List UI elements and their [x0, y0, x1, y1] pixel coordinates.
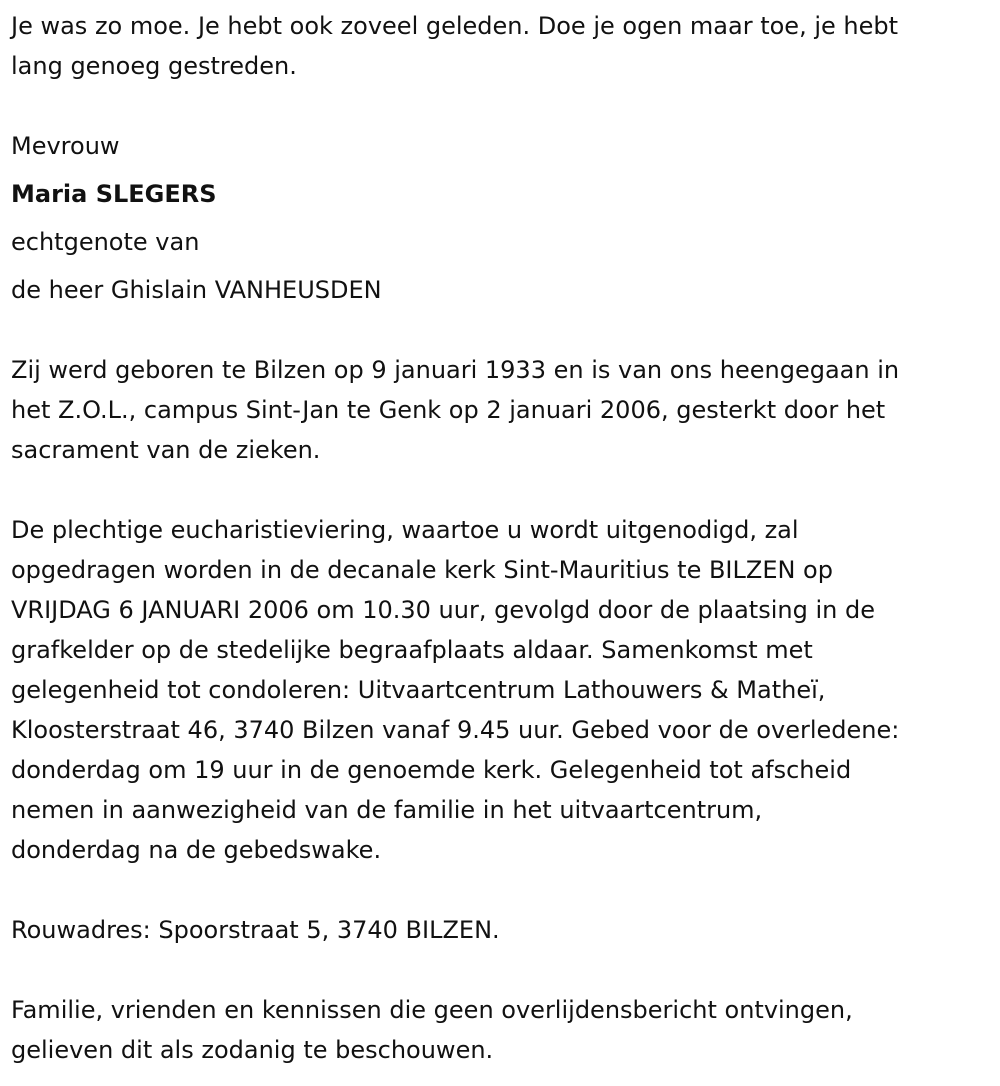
birth-death-paragraph	[11, 350, 996, 470]
paragraph-line: nemen in aanwezigheid van de familie in het uitvaartcentrum,	[11, 796, 763, 824]
deceased-name: Maria SLEGERS	[11, 180, 217, 208]
paragraph-line: Kloosterstraat 46, 3740 Bilzen vanaf 9.45 uur. Gebed voor de overledene:	[11, 716, 900, 744]
paragraph-line: Familie, vrienden en kennissen die geen overlijdensbericht ontvingen,	[11, 996, 853, 1024]
paragraph-line: donderdag na de gebedswake.	[11, 836, 382, 864]
mourning-address: Rouwadres: Spoorstraat 5, 3740 BILZEN.	[11, 916, 500, 944]
paragraph-line: sacrament van de zieken.	[11, 436, 321, 464]
funeral-service-paragraph	[11, 510, 996, 870]
paragraph-line: gelieven dit als zodanig te beschouwen.	[11, 1036, 494, 1064]
salutation: Mevrouw	[11, 132, 120, 160]
intro-line: Je was zo moe. Je hebt ook zoveel geleden. Doe je ogen maar toe, je hebt	[11, 12, 899, 40]
paragraph-line: gelegenheid tot condoleren: Uitvaartcentrum Lathouwers & Matheï,	[11, 676, 826, 704]
intro-line: lang genoeg gestreden.	[11, 52, 297, 80]
paragraph-line: het Z.O.L., campus Sint-Jan te Genk op 2 januari 2006, gesterkt door het	[11, 396, 886, 424]
paragraph-line: grafkelder op de stedelijke begraafplaats aldaar. Samenkomst met	[11, 636, 813, 664]
paragraph-line: VRIJDAG 6 JANUARI 2006 om 10.30 uur, gevolgd door de plaatsing in de	[11, 596, 875, 624]
family-notice-paragraph	[11, 990, 996, 1070]
intro-verse	[11, 6, 996, 86]
relation-label: echtgenote van	[11, 228, 200, 256]
paragraph-line: De plechtige eucharistieviering, waartoe u wordt uitgenodigd, zal	[11, 516, 799, 544]
spouse-name: de heer Ghislain VANHEUSDEN	[11, 276, 382, 304]
paragraph-line: Zij werd geboren te Bilzen op 9 januari 1933 en is van ons heengegaan in	[11, 356, 900, 384]
paragraph-line: opgedragen worden in de decanale kerk Sint-Mauritius te BILZEN op	[11, 556, 833, 584]
paragraph-line: donderdag om 19 uur in de genoemde kerk. Gelegenheid tot afscheid	[11, 756, 852, 784]
